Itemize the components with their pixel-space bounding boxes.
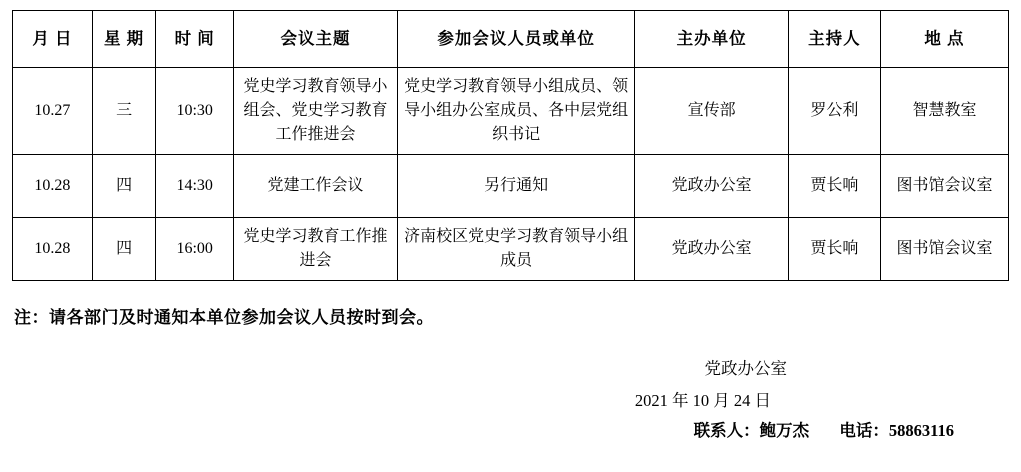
cell-place: 图书馆会议室: [880, 218, 1008, 281]
column-header-date: 月 日: [13, 11, 93, 68]
column-header-organizer: 主办单位: [635, 11, 789, 68]
column-header-chair: 主持人: [788, 11, 880, 68]
contact-phone: 电话：58863116: [839, 421, 954, 440]
table-header-row: [13, 11, 1009, 68]
table-row: [13, 68, 1009, 155]
cell-weekday: 四: [92, 155, 155, 218]
issuing-office: [12, 352, 1009, 385]
cell-time: 14:30: [156, 155, 234, 218]
table-row: [13, 218, 1009, 281]
footer-note: 注：请各部门及时通知本单位参加会议人员按时到会。: [14, 308, 434, 327]
issuing-office-label: 党政办公室: [704, 359, 787, 378]
cell-time: 16:00: [156, 218, 234, 281]
cell-chair: 贾长响: [788, 155, 880, 218]
column-header-time: 时 间: [156, 11, 234, 68]
cell-topic: 党史学习教育领导小组会、党史学习教育工作推进会: [234, 68, 398, 155]
column-header-topic: 会议主题: [234, 11, 398, 68]
column-header-attendees: 参加会议人员或单位: [397, 11, 634, 68]
column-header-weekday: 星 期: [92, 11, 155, 68]
cell-attendees: 另行通知: [397, 155, 634, 218]
contact-person: 联系人：鲍万杰: [693, 421, 810, 440]
cell-attendees: 党史学习教育领导小组成员、领导小组办公室成员、各中层党组织书记: [397, 68, 634, 155]
contact-line: [12, 417, 1009, 441]
cell-topic: 党史学习教育工作推进会: [234, 218, 398, 281]
cell-time: 10:30: [156, 68, 234, 155]
cell-place: 智慧教室: [880, 68, 1008, 155]
issue-date: 2021 年 10 月 24 日: [634, 391, 771, 410]
cell-organizer: 宣传部: [635, 68, 789, 155]
column-header-place: 地 点: [880, 11, 1008, 68]
table-row: [13, 155, 1009, 218]
cell-place: 图书馆会议室: [880, 155, 1008, 218]
cell-attendees: 济南校区党史学习教育领导小组成员: [397, 218, 634, 281]
cell-weekday: 四: [92, 218, 155, 281]
cell-chair: 贾长响: [788, 218, 880, 281]
cell-organizer: 党政办公室: [635, 155, 789, 218]
cell-weekday: 三: [92, 68, 155, 155]
cell-date: 10.28: [13, 155, 93, 218]
cell-topic: 党建工作会议: [234, 155, 398, 218]
cell-date: 10.27: [13, 68, 93, 155]
cell-chair: 罗公利: [788, 68, 880, 155]
cell-organizer: 党政办公室: [635, 218, 789, 281]
cell-date: 10.28: [13, 218, 93, 281]
meeting-schedule-table: [12, 10, 1009, 281]
